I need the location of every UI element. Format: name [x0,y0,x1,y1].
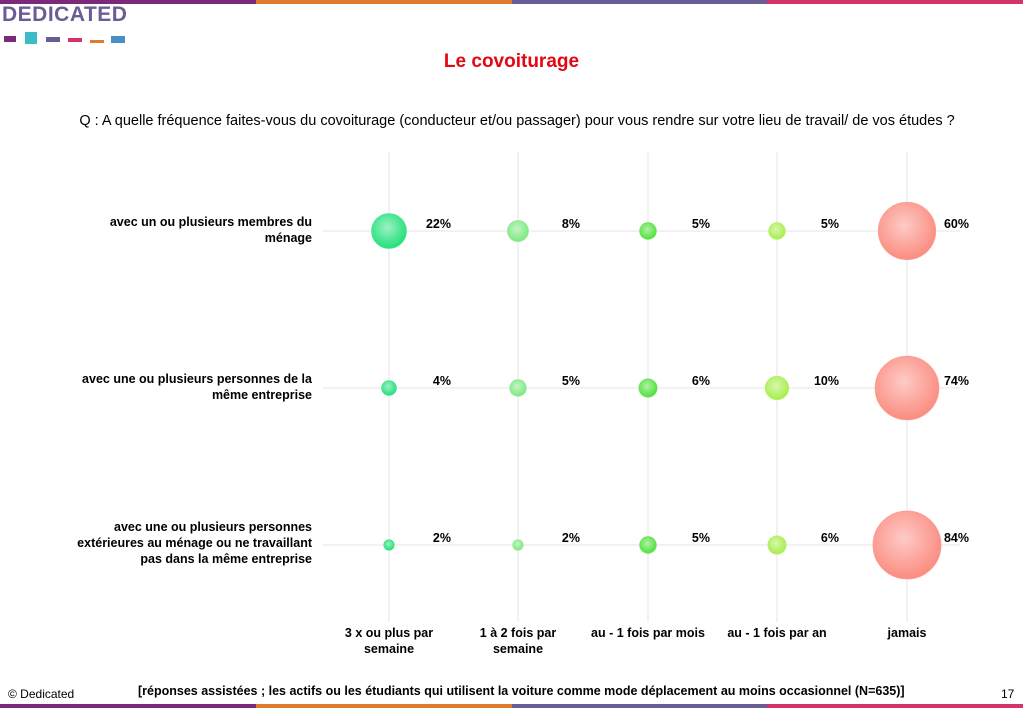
row-label [12,214,312,246]
column-label [578,625,718,641]
data-label: 5% [820,217,839,231]
column-label-line: 1 à 2 fois par [479,626,557,640]
bubble [382,381,397,396]
bubble [513,540,523,550]
column-label-line: semaine [492,642,544,656]
data-label: 60% [943,217,969,231]
data-label: 5% [691,217,710,231]
data-label: 10% [813,374,839,388]
data-label: 5% [561,374,580,388]
bubble [640,223,657,240]
page-title: Le covoiturage [443,51,580,72]
data-label: 6% [691,374,710,388]
page-number: 17 [1001,687,1015,701]
bubble [640,537,657,554]
stripe-segment [767,704,1023,708]
data-label: 4% [432,374,451,388]
column-label-line: au - 1 fois par an [727,626,827,640]
column-label-line: semaine [363,642,415,656]
column-label-line: 3 x ou plus par [344,626,434,640]
data-label: 5% [691,531,710,545]
bubble [384,540,394,550]
row-label [12,371,312,403]
row-label-line: avec une ou plusieurs personnes [114,520,312,534]
row-label-line: pas dans la même entreprise [140,552,312,566]
bubble [875,356,939,420]
bubble [878,202,935,259]
bubble [765,376,788,399]
bubble [769,223,786,240]
row-label-line: avec un ou plusieurs membres du [109,215,312,229]
column-label [837,625,977,641]
row-label-line: extérieures au ménage ou ne travaillant [77,536,312,550]
bubble [372,214,407,249]
bubble [873,511,941,579]
bubble [768,536,786,554]
data-label: 84% [943,531,969,545]
column-label-line: jamais [887,626,927,640]
column-label [707,625,847,641]
stripe-segment [256,704,512,708]
data-label: 74% [943,374,969,388]
row-label-line: avec une ou plusieurs personnes de la [82,372,312,386]
bubble [508,221,529,242]
bottom-color-stripe [0,704,1023,708]
row-label [12,519,312,567]
data-label: 8% [561,217,580,231]
data-label: 6% [820,531,839,545]
bubble [639,379,657,397]
data-label: 22% [425,217,451,231]
column-label [448,625,588,657]
footnote: [réponses assistées ; les actifs ou les étudiants qui utilisent la voiture comme mode déplacement au moins occasionnel (N=635)] [138,684,905,698]
bubble [510,380,527,397]
brand-logo: DEDICATED [2,3,128,26]
stripe-segment [512,704,768,708]
row-label-line: même entreprise [211,388,312,402]
row-label-line: ménage [264,231,312,245]
data-label: 2% [561,531,580,545]
stripe-segment [0,704,256,708]
copyright: © Dedicated [8,687,75,701]
survey-question: Q : A quelle fréquence faites-vous du covoiturage (conducteur et/ou passager) pour vous rendre sur votre lieu de travail/ de vos études ? [79,113,955,129]
column-label [319,625,459,657]
column-label-line: au - 1 fois par mois [591,626,705,640]
data-label: 2% [432,531,451,545]
